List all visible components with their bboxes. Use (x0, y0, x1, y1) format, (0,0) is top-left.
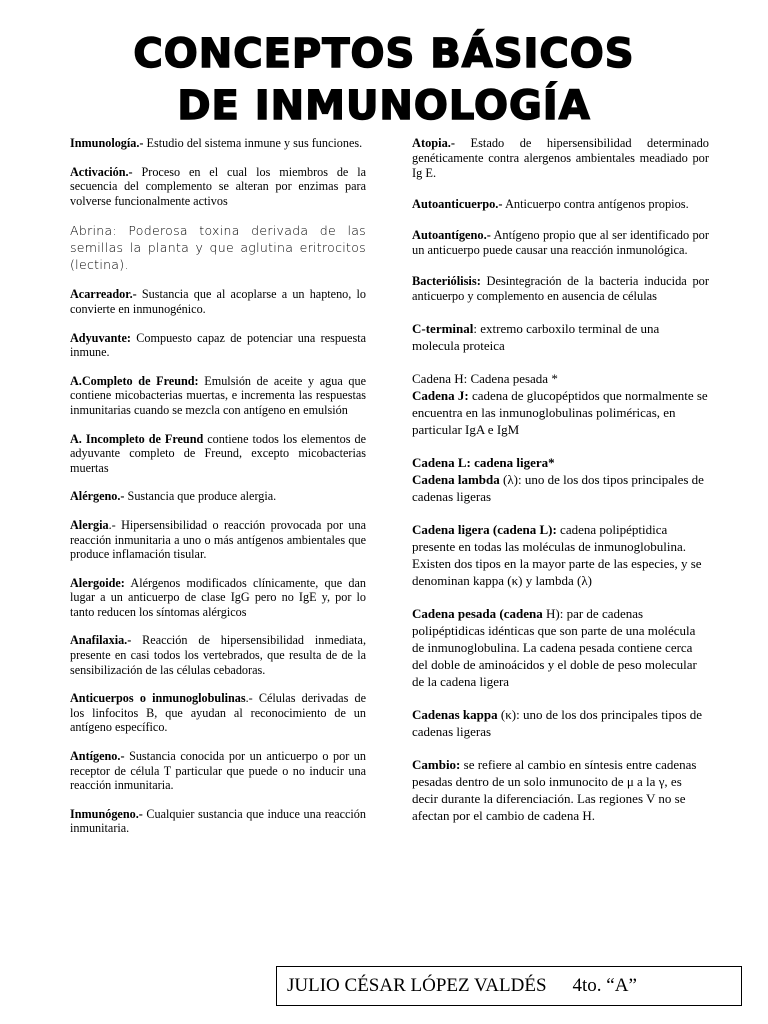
entry-text: (κ): uno de los dos principales tipos de cadenas ligeras (412, 707, 703, 739)
entry-term: Cadena J: (412, 388, 469, 403)
definition-entry (70, 518, 366, 562)
entry-term: A.Completo de Freund: (70, 373, 199, 388)
entry-term: Autoanticuerpo.- (412, 197, 503, 211)
entry-text: Proceso en el cual los miembros de la secuencia del complemento se alteran por enzimas para volverse funcionalmente activos (70, 164, 366, 208)
entry-term: Cambio: (412, 757, 461, 772)
definition-entry (412, 320, 709, 354)
definition-entry (412, 370, 709, 387)
entry-text: Sustancia que al acoplarse a un hapteno, lo convierte en inmunogénico. (70, 287, 366, 316)
page-title (0, 28, 768, 132)
entry-term: Alérgeno.- (70, 489, 125, 504)
definition-entry (412, 197, 709, 212)
entry-text: Alérgenos modificados clínicamente, que dan lugar a un anticuerpo de clase IgG pero no IgE y, por lo tanto reducen los síntomas alérgicos (70, 575, 366, 619)
definition-entry (70, 576, 366, 620)
entry-term: Acarreador.- (70, 287, 137, 302)
definition-entry (412, 274, 709, 304)
entry-term: Activación.- (70, 164, 133, 179)
definition-entry (412, 228, 709, 258)
entry-term: Anafilaxia.- (70, 633, 132, 648)
entry-term: Cadena ligera (cadena L): (412, 522, 557, 537)
entry-term: Antígeno.- (70, 749, 125, 764)
entry-text: Emulsión de aceite y agua que contiene micobacterias muertas, e incrementa las respuestas inmunitarias cuando se mezcla con antígeno en emulsión (70, 373, 366, 417)
definition-entry (70, 749, 366, 793)
entry-term: Alergoide: (70, 575, 125, 590)
entry-text: contiene todos los elementos de adyuvante completo de Freund, excepto micobacterias muertas (70, 431, 366, 475)
definition-entry (70, 807, 366, 836)
author-name: JULIO CÉSAR LÓPEZ VALDÉS (287, 975, 547, 996)
entry-term: Cadena lambda (412, 472, 500, 487)
definition-entry (70, 374, 366, 418)
definition-entry (70, 489, 366, 504)
definition-entry (412, 471, 709, 505)
author-box (276, 966, 742, 1006)
entry-term: A. Incompleto de Freund (70, 431, 204, 446)
entry-term: Cadena L: cadena ligera* (412, 455, 555, 470)
entry-term: Autoantígeno.- (412, 228, 491, 242)
definition-entry (412, 605, 709, 690)
entry-text: Poderosa toxina derivada de las semillas la planta y que aglutina eritrocitos (lectina). (70, 223, 366, 273)
title-line-2: DE INMUNOLOGÍA (177, 83, 591, 129)
entry-term: Cadenas kappa (412, 707, 498, 722)
definition-entry (412, 521, 709, 589)
right-column (412, 136, 709, 840)
entry-term: Cadena pesada (cadena (412, 606, 543, 621)
entry-term: Inmunología.- (70, 136, 144, 150)
entry-text: Cualquier sustancia que induce una reacción inmunitaria. (70, 806, 366, 836)
entry-text: cadena polipéptidica presente en todas las moléculas de inmunoglobulina. Existen dos tipos en la mayor parte de las especies, y se denominan kappa (κ) y lambda (λ) (412, 522, 702, 588)
entry-term: Adyuvante: (70, 330, 131, 345)
entry-text: Anticuerpo contra antígenos propios. (502, 197, 689, 211)
left-column (70, 136, 366, 850)
entry-text: (λ): uno de los dos tipos principales de cadenas ligeras (412, 472, 704, 504)
definition-entry (412, 387, 709, 438)
definition-entry (412, 136, 709, 181)
title-line-1: CONCEPTOS BÁSICOS (133, 31, 635, 77)
entry-text: Antígeno propio que al ser identificado por un anticuerpo puede causar una reacción inmunológica. (412, 228, 709, 257)
definition-entry (70, 136, 366, 151)
entry-term: Bacteriólisis: (412, 274, 481, 288)
entry-text: : extremo carboxilo terminal de una molecula proteica (412, 321, 660, 353)
entry-term: Atopia.- (412, 136, 456, 150)
entry-term: Anticuerpos o inmunoglobulinas (70, 691, 246, 706)
entry-text: Desintegración de la bacteria inducida por anticuerpo y complemento en ausencia de células (412, 274, 709, 303)
definition-entry (70, 691, 366, 735)
entry-text: Cadena H: Cadena pesada * (412, 371, 558, 386)
entry-text: se refiere al cambio en síntesis entre cadenas pesadas dentro de un solo inmunocito de μ a la γ, es decir durante la diferenciación. Las regiones V no se afectan por el cambio de cadena H. (412, 757, 697, 823)
entry-term: Abrina: (70, 223, 117, 239)
definition-entry (70, 432, 366, 476)
entry-text: Sustancia que produce alergia. (124, 489, 277, 504)
entry-text: Reacción de hipersensibilidad inmediata, presente en casi todos los vertebrados, que resulta de de la sensibilización de las células cebadoras. (70, 633, 366, 677)
definition-entry (70, 633, 366, 677)
definition-entry (70, 165, 366, 209)
entry-text: Sustancia conocida por un anticuerpo o por un receptor de célula T particular que puede o no inducir una reacción inmunitaria. (70, 749, 366, 793)
definition-entry (412, 756, 709, 824)
entry-text: cadena de glucopéptidos que normalmente se encuentra en las inmunoglobulinas poliméricas, en particular IgA e IgM (412, 388, 708, 437)
author-group: 4to. “A” (572, 975, 637, 996)
entry-term: C-terminal (412, 321, 474, 336)
entry-text: Estudio del sistema inmune y sus funciones. (143, 136, 363, 150)
entry-term: Inmunógeno.- (70, 806, 143, 821)
entry-text: Compuesto capaz de potenciar una respuesta inmune. (70, 330, 366, 360)
definition-entry (412, 454, 709, 471)
entry-text: .- Hipersensibilidad o reacción provocada por una reacción inmunitaria a uno o más antígenos ambientales que produce inflamación tisular. (70, 517, 366, 562)
entry-text: Estado de hipersensibilidad determinado genéticamente contra alergenos ambientales meadiado por Ig E. (412, 136, 709, 180)
definition-entry (412, 706, 709, 740)
definition-entry (70, 331, 366, 360)
definition-entry (70, 222, 366, 273)
entry-text: H): par de cadenas polipéptidicas idénticas que son parte de una molécula de inmunoglobulina. La cadena pesada contiene cerca del doble de aminoácidos y el doble de peso molecular de la cadena ligera (412, 606, 697, 689)
entry-term: Alergia (70, 517, 109, 532)
entry-text: .- Células derivadas de los linfocitos B, que ayudan al reconocimiento de un antígeno específico. (70, 691, 366, 735)
definition-entry (70, 287, 366, 316)
